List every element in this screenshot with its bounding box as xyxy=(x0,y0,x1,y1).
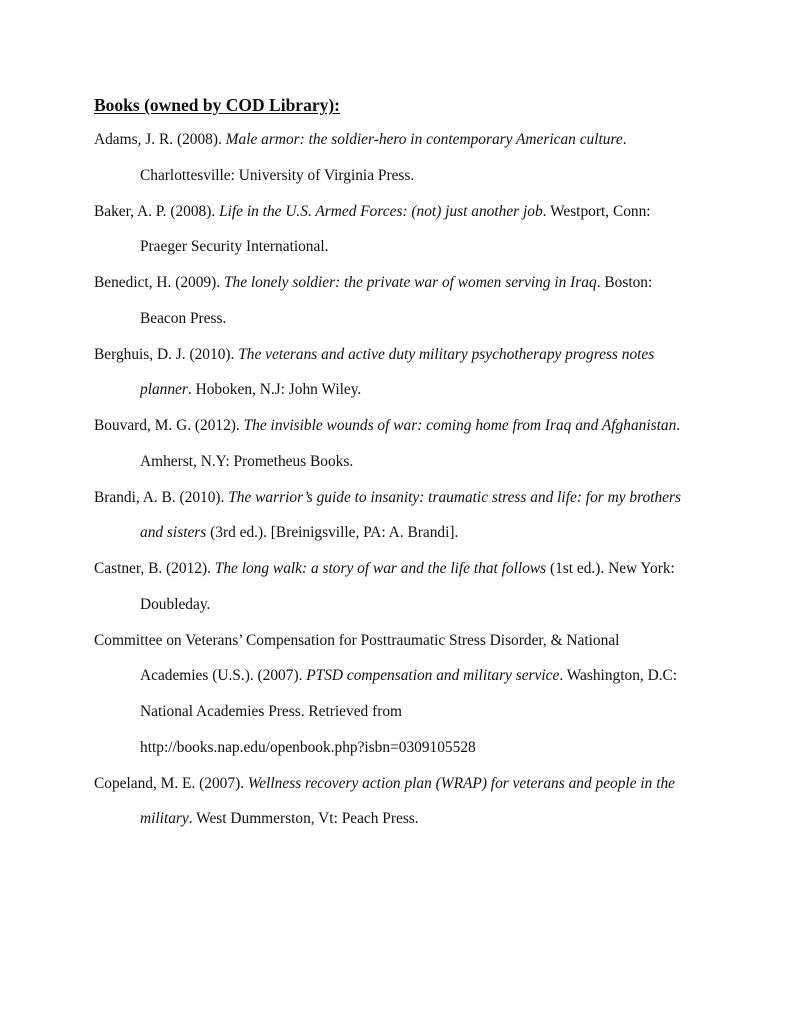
reference-entry-brandi xyxy=(94,485,714,557)
publisher: . Hoboken, N.J: John Wiley. xyxy=(187,381,362,399)
reference-line xyxy=(94,663,714,699)
book-title: and sisters xyxy=(140,524,207,542)
book-title: Male armor: the soldier-hero in contemporary American culture xyxy=(225,131,623,148)
reference-entry-benedict xyxy=(94,270,714,342)
reference-line xyxy=(94,449,714,485)
author-year: Copeland, M. E. (2007). xyxy=(94,774,248,792)
reference-line xyxy=(94,735,714,771)
publisher: Praeger Security International. xyxy=(140,238,329,256)
publisher: Charlottesville: University of Virginia Press. xyxy=(140,166,415,184)
reference-line xyxy=(94,520,714,556)
author-year: Adams, J. R. (2008). xyxy=(94,131,226,148)
reference-line xyxy=(94,699,714,735)
book-title: military xyxy=(140,810,189,828)
book-title: The warrior’s guide to insanity: traumatic stress and life: for my brothers xyxy=(228,488,681,506)
publisher: Doubleday. xyxy=(140,595,211,613)
reference-list xyxy=(94,127,714,842)
author-year: Berghuis, D. J. (2010). xyxy=(94,345,239,363)
reference-line xyxy=(94,234,714,270)
reference-line xyxy=(94,592,714,628)
reference-line xyxy=(94,163,714,199)
author-year: Castner, B. (2012). xyxy=(94,560,215,577)
reference-entry-committee xyxy=(94,628,714,771)
reference-line xyxy=(94,413,714,449)
reference-line xyxy=(94,377,714,413)
reference-entry-baker xyxy=(94,199,714,271)
book-title: The invisible wounds of war: coming home from Iraq and Afghanistan xyxy=(243,417,677,434)
book-title: PTSD compensation and military service xyxy=(306,667,560,685)
reference-text: (1st ed.). New York: xyxy=(546,560,675,577)
author: Committee on Veterans’ Compensation for Posttraumatic Stress Disorder, & National xyxy=(94,631,620,649)
author-year: Benedict, H. (2009). xyxy=(94,274,224,291)
reference-text: . Washington, D.C: xyxy=(559,667,678,685)
publisher: . West Dummerston, Vt: Peach Press. xyxy=(188,810,419,828)
reference-url: http://books.nap.edu/openbook.php?isbn=0309105528 xyxy=(140,738,476,756)
reference-line xyxy=(94,127,714,163)
reference-text: . xyxy=(622,131,627,148)
publisher: National Academies Press. Retrieved from xyxy=(140,703,402,720)
book-title: The long walk: a story of war and the life that follows xyxy=(214,560,547,577)
reference-text: . Boston: xyxy=(596,274,653,291)
reference-entry-bouvard xyxy=(94,413,714,485)
book-title: The veterans and active duty military psychotherapy progress notes xyxy=(238,345,655,363)
book-title: Life in the U.S. Armed Forces: (not) just another job xyxy=(219,202,543,220)
reference-line xyxy=(94,199,714,235)
book-title: Wellness recovery action plan (WRAP) for veterans and people in the xyxy=(247,774,676,792)
reference-line xyxy=(94,628,714,664)
author-year: Bouvard, M. G. (2012). xyxy=(94,417,244,434)
publisher: Amherst, N.Y: Prometheus Books. xyxy=(140,452,354,470)
reference-entry-castner xyxy=(94,556,714,628)
reference-line xyxy=(94,771,714,807)
book-title: planner xyxy=(140,381,188,399)
reference-entry-berghuis xyxy=(94,342,714,414)
reference-entry-adams xyxy=(94,127,714,199)
reference-line xyxy=(94,485,714,521)
reference-line xyxy=(94,306,714,342)
reference-line xyxy=(94,556,714,592)
section-heading: Books (owned by COD Library): xyxy=(94,95,340,115)
publisher: Beacon Press. xyxy=(140,309,227,327)
reference-line xyxy=(94,342,714,378)
book-title: The lonely soldier: the private war of women serving in Iraq xyxy=(223,274,597,291)
author-year: Academies (U.S.). (2007). xyxy=(140,667,307,685)
reference-text: . Westport, Conn: xyxy=(542,202,651,220)
reference-entry-copeland xyxy=(94,771,714,843)
publisher: (3rd ed.). [Breinigsville, PA: A. Brandi]. xyxy=(206,524,459,542)
reference-line xyxy=(94,270,714,306)
author-year: Baker, A. P. (2008). xyxy=(94,202,220,220)
author-year: Brandi, A. B. (2010). xyxy=(94,488,229,506)
reference-text: . xyxy=(676,417,681,434)
reference-line xyxy=(94,806,714,842)
